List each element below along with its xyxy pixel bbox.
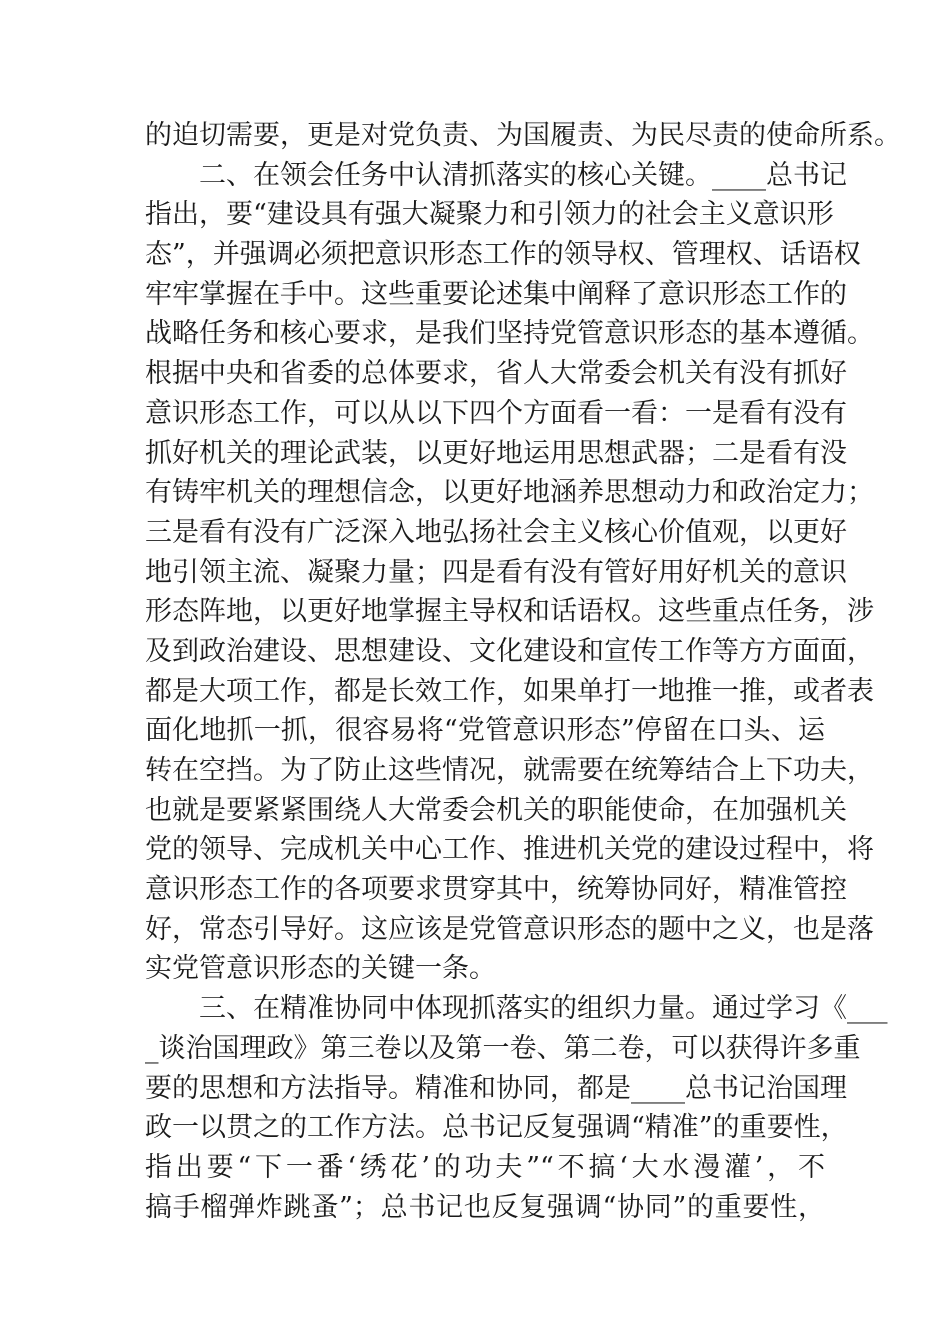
paragraph-end-line: 实党管意识形态的关键一条。 [145,953,496,985]
text-line: _谈治国理政》第三卷以及第一卷、第二卷，可以获得许多重 [145,1032,861,1064]
text-line: 的迫切需要，更是对党负责、为国履责、为民尽责的使命所系。 [145,120,901,151]
text-line: 也就是要紧紧围绕人大常委会机关的职能使命，在加强机关 [145,794,847,826]
section-heading-line: 二、在领会任务中认清抓落实的核心关键。____总书记 [199,159,847,191]
text-line: 面化地抓一抓，很容易将“党管意识形态”停留在口头、运 [145,715,825,747]
text-line: 牢牢掌握在手中。这些重要论述集中阐释了意识形态工作的 [145,278,847,310]
text-line: 战略任务和核心要求，是我们坚持党管意识形态的基本遵循。 [145,318,874,350]
text-line: 好，常态引导好。这应该是党管意识形态的题中之义，也是落 [145,913,874,945]
text-line: 形态阵地，以更好地掌握主导权和话语权。这些重点任务，涉 [145,596,874,628]
text-line: 转在空挡。为了防止这些情况，就需要在统筹结合上下功夫， [145,755,874,786]
text-line: 三是看有没有广泛深入地弘扬社会主义核心价值观，以更好 [145,516,847,548]
body-text [145,116,901,1227]
text-line: 及到政治建设、思想建设、文化建设和宣传工作等方方面面， [145,635,874,667]
text-line: 搞手榴弹炸跳蚤”；总书记也反复强调“协同”的重要性， [145,1191,825,1223]
text-line: 指出，要“建设具有强大凝聚力和引领力的社会主义意识形 [145,199,834,231]
section-heading-line: 三、在精准协同中体现抓落实的组织力量。通过学习《___ [199,993,888,1025]
text-line: 抓好机关的理论武装，以更好地运用思想武器；二是看有没 [145,437,847,469]
text-line: 都是大项工作，都是长效工作，如果单打一地推一推，或者表 [145,675,874,707]
text-line: 要的思想和方法指导。精准和协同，都是____总书记治国理 [145,1072,847,1104]
text-line: 政一以贯之的工作方法。总书记反复强调“精准”的重要性， [145,1112,848,1144]
text-line: 指出要“下一番‘绣花’的功夫”“不搞‘大水漫灌’，不 [145,1151,825,1183]
text-line: 态”，并强调必须把意识形态工作的领导权、管理权、话语权 [145,239,861,271]
text-line: 地引领主流、凝聚力量；四是看有没有管好用好机关的意识 [145,556,847,588]
text-line: 党的领导、完成机关中心工作、推进机关党的建设过程中，将 [145,834,874,866]
text-line: 有铸牢机关的理想信念，以更好地涵养思想动力和政治定力； [145,477,874,509]
text-line: 根据中央和省委的总体要求，省人大常委会机关有没有抓好 [145,358,847,390]
text-line: 意识形态工作的各项要求贯穿其中，统筹协同好，精准管控 [145,874,847,906]
text-line: 意识形态工作，可以从以下四个方面看一看：一是看有没有 [145,397,847,429]
